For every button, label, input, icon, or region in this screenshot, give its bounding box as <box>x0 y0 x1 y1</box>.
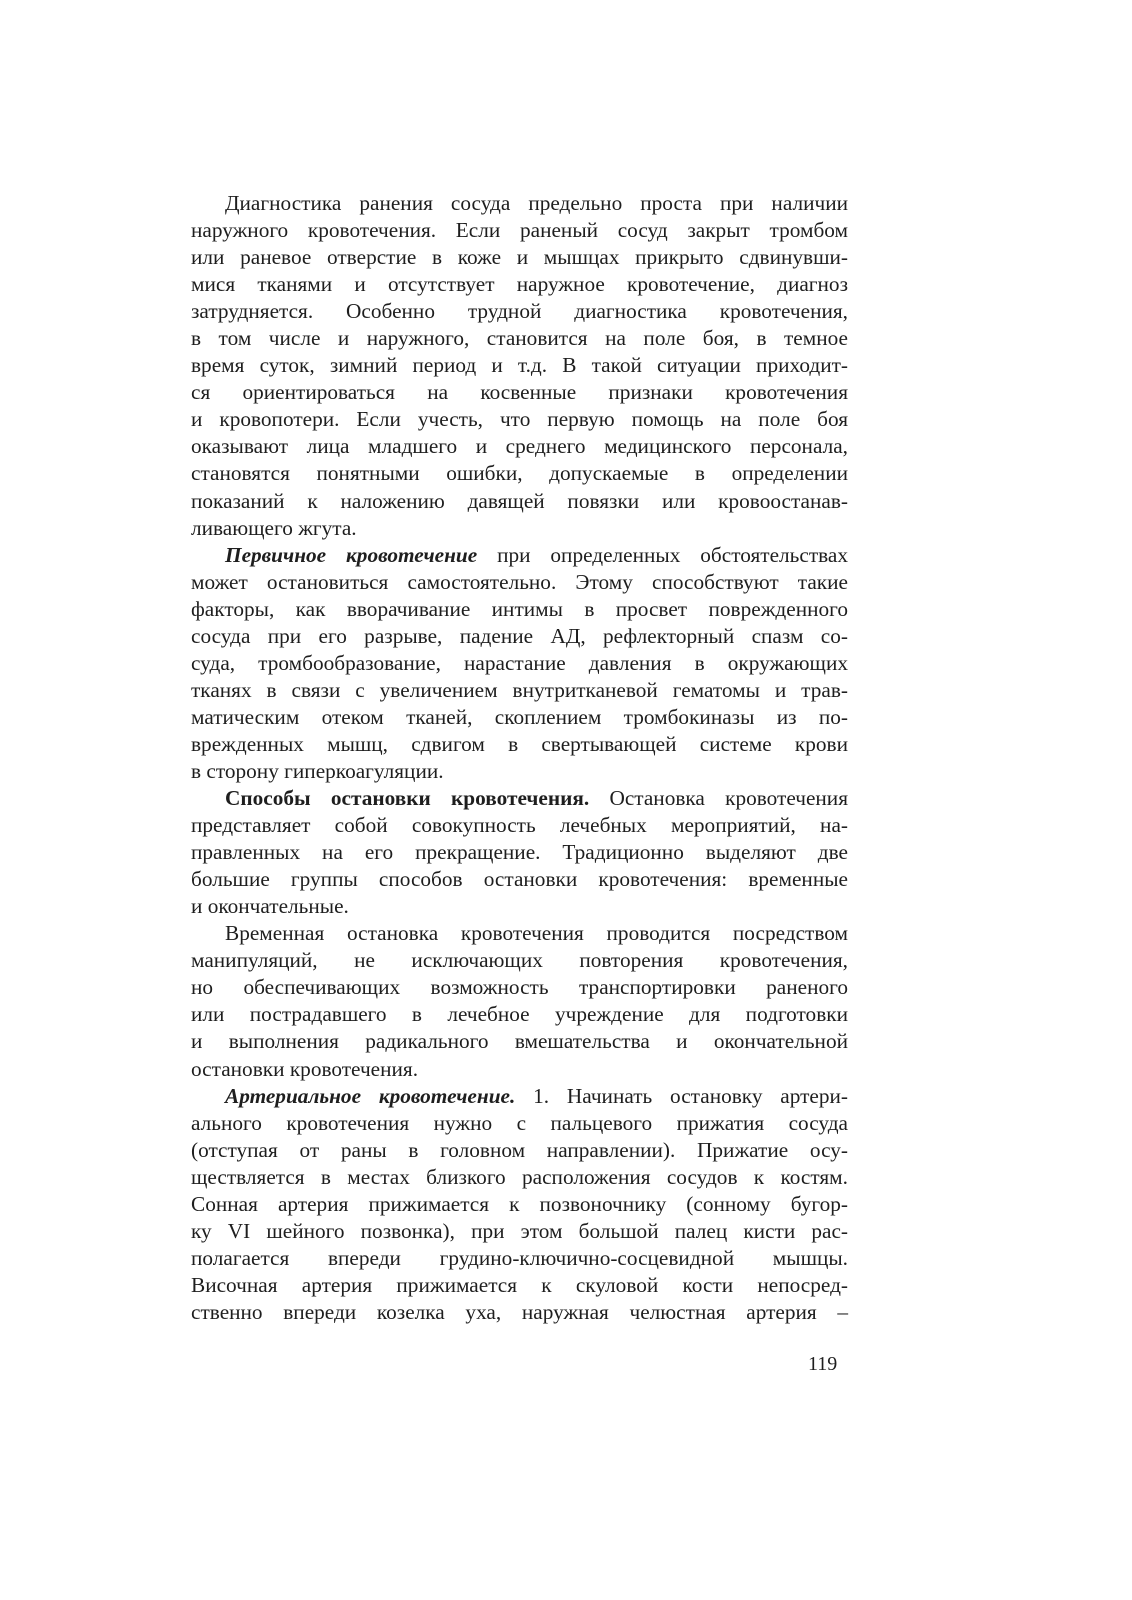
paragraph-arterial-bleeding <box>191 1083 848 1326</box>
term-arterial-bleeding: Артериальное кровотечение. <box>225 1083 516 1108</box>
text-line: полагается впереди грудино-ключично-сосцевидной мышцы. <box>191 1245 848 1270</box>
text-line: показаний к наложению давящей повязки или кровоостанав- <box>191 488 848 513</box>
text-line-with-lead <box>191 785 848 812</box>
text-fragment: 1. Начинать остановку артери- <box>515 1083 848 1108</box>
text-line: время суток, зимний период и т.д. В такой ситуации приходит- <box>191 353 848 378</box>
term-primary-bleeding: Первичное кровотечение <box>225 542 478 567</box>
text-line: ального кровотечения нужно с пальцевого прижатия сосуда <box>191 1110 848 1135</box>
text-line: врежденных мышц, сдвигом в свертывающей системе крови <box>191 731 848 756</box>
text-line: представляет собой совокупность лечебных мероприятий, на- <box>191 813 848 838</box>
text-line: ственно впереди козелка уха, наружная челюстная артерия – <box>191 1299 848 1324</box>
text-line: наружного кровотечения. Если раненый сосуд закрыт тромбом <box>191 218 848 243</box>
text-line: факторы, как вворачивание интимы в просвет поврежденного <box>191 596 848 621</box>
text-line: ся ориентироваться на косвенные признаки кровотечения <box>191 380 848 405</box>
text-line: ку VI шейного позвонка), при этом большой палец кисти рас- <box>191 1218 848 1243</box>
text-line: сосуда при его разрыве, падение АД, рефлекторный спазм со- <box>191 623 848 648</box>
text-line: и кровопотери. Если учесть, что первую помощь на поле боя <box>191 407 848 432</box>
page-number: 119 <box>808 1353 838 1375</box>
text-line: и окончательные. <box>191 894 349 919</box>
text-line: ществляется в местах близкого расположения сосудов к костям. <box>191 1164 848 1189</box>
text-fragment: при определенных обстоятельствах <box>477 542 849 567</box>
page-body <box>191 190 848 1326</box>
paragraph-diagnostics <box>191 190 848 542</box>
text-line: правленных на его прекращение. Традиционно выделяют две <box>191 840 848 865</box>
paragraph-methods <box>191 785 848 920</box>
text-line: Сонная артерия прижимается к позвоночнику (сонному бугор- <box>191 1191 848 1216</box>
paragraph-primary-bleeding <box>191 542 848 785</box>
text-line: в сторону гиперкоагуляции. <box>191 758 444 783</box>
text-line-with-lead <box>191 542 848 569</box>
text-line: Височная артерия прижимается к скуловой кости непосред- <box>191 1272 848 1297</box>
text-line: может остановиться самостоятельно. Этому способствуют такие <box>191 569 848 594</box>
text-line: (отступая от раны в головном направлении). Прижатие осу- <box>191 1137 848 1162</box>
paragraph-temporary-stop <box>191 920 848 1082</box>
text-line: ливающего жгута. <box>191 515 357 540</box>
text-line: мися тканями и отсутствует наружное кровотечение, диагноз <box>191 272 848 297</box>
text-line: становятся понятными ошибки, допускаемые в определении <box>191 461 848 486</box>
text-line: Временная остановка кровотечения проводится посредством <box>225 921 848 946</box>
text-line: суда, тромбообразование, нарастание давления в окружающих <box>191 650 848 675</box>
text-line: манипуляций, не исключающих повторения кровотечения, <box>191 948 848 973</box>
text-line: но обеспечивающих возможность транспортировки раненого <box>191 975 848 1000</box>
text-line: или раневое отверстие в коже и мышцах прикрыто сдвинувши- <box>191 245 848 270</box>
text-line: большие группы способов остановки кровотечения: временные <box>191 867 848 892</box>
text-fragment: Остановка кровотечения <box>589 786 848 811</box>
heading-methods: Способы остановки кровотечения. <box>225 786 590 811</box>
text-line: оказывают лица младшего и среднего медицинского персонала, <box>191 434 848 459</box>
text-line: в том числе и наружного, становится на поле боя, в темное <box>191 326 848 351</box>
text-line: матическим отеком тканей, скоплением тромбокиназы из по- <box>191 704 848 729</box>
text-line-with-lead <box>191 1083 848 1110</box>
text-line: тканях в связи с увеличением внутритканевой гематомы и трав- <box>191 677 848 702</box>
text-line: или пострадавшего в лечебное учреждение для подготовки <box>191 1002 848 1027</box>
text-line: Диагностика ранения сосуда предельно проста при наличии <box>225 191 848 215</box>
text-line: и выполнения радикального вмешательства и окончательной <box>191 1029 848 1054</box>
text-line: затрудняется. Особенно трудной диагностика кровотечения, <box>191 299 848 324</box>
text-line: остановки кровотечения. <box>191 1056 419 1081</box>
